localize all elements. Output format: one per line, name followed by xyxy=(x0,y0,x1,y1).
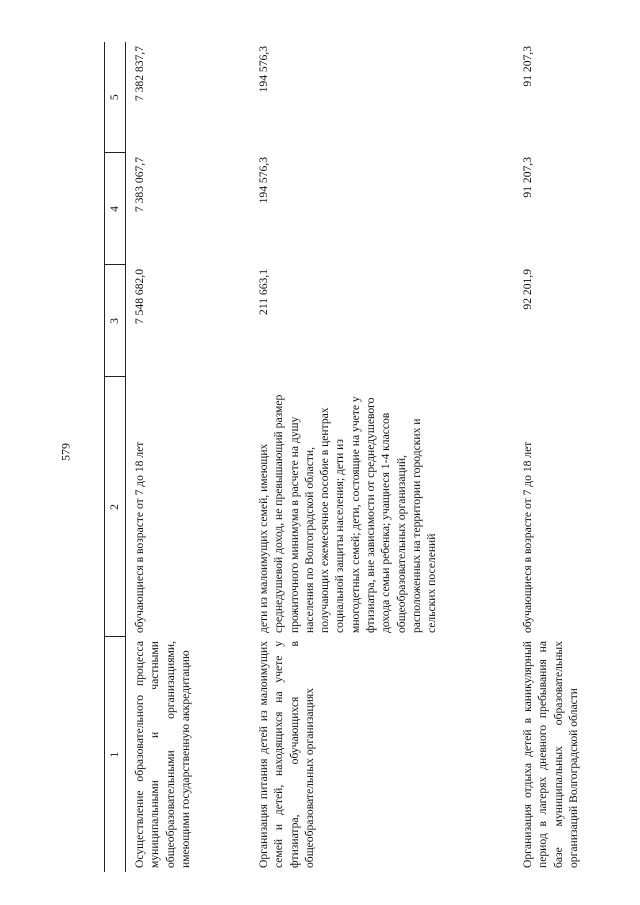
recipients-cell: дети из малоимущих семей, имеющих среднедушевой доход, не превышающий размер прожиточного минимума в расчете на душу населения по Волгоградской области, получающих ежемесячное пособие в центрах социальной защиты населения; дети из многодетных семей; дети, состоящие на учете у фтизиатра, вне зависимости от среднедушевого дохода семьи ребенка; учащиеся 1-4 классов общеобразовательных организаций, расположенных на территории городских и сельских поселений xyxy=(257,394,439,633)
column-header-3: 3 xyxy=(105,265,126,377)
table-row xyxy=(126,42,245,872)
budget-table-sheet xyxy=(104,42,614,872)
column-header-2: 2 xyxy=(105,377,126,637)
value-cell-col3: 92 201,9 xyxy=(521,269,534,310)
table-row xyxy=(244,42,506,872)
page-number xyxy=(56,440,76,464)
activity-cell: Организация отдыха детей в каникулярный период в лагерях дневного пребывания на базе муниципальных образовательных организаций Волгоградской области xyxy=(521,641,580,868)
activity-cell: Организация питания детей из малоимущих семей и детей, находящихся на учете у фтизиатра, обучающихся в общеобразовательных организациях xyxy=(257,641,316,868)
table-header-row xyxy=(105,42,126,872)
activity-cell: Осуществление образовательного процесса муниципальными и частными общеобразовательными организациями, имеющими государственную аккредитацию xyxy=(133,641,192,868)
value-cell-col4: 194 576,3 xyxy=(257,157,270,204)
budget-table xyxy=(104,42,636,872)
value-cell-col3: 211 663,1 xyxy=(257,269,270,315)
page-number-text: 579 xyxy=(58,443,73,461)
value-cell-col5: 7 382 837,7 xyxy=(133,46,146,102)
table-row xyxy=(506,42,636,872)
column-header-4: 4 xyxy=(105,153,126,265)
recipients-cell: обучающиеся в возрасте от 7 до 18 лет xyxy=(133,441,146,633)
column-header-1: 1 xyxy=(105,637,126,872)
value-cell-col4: 7 383 067,7 xyxy=(133,157,146,213)
recipients-cell: обучающиеся в возрасте от 7 до 18 лет xyxy=(521,441,534,633)
value-cell-col4: 91 207,3 xyxy=(521,157,534,198)
value-cell-col5: 91 207,3 xyxy=(521,46,534,87)
value-cell-col3: 7 548 682,0 xyxy=(133,269,146,325)
column-header-5: 5 xyxy=(105,42,126,153)
value-cell-col5: 194 576,3 xyxy=(257,46,270,93)
